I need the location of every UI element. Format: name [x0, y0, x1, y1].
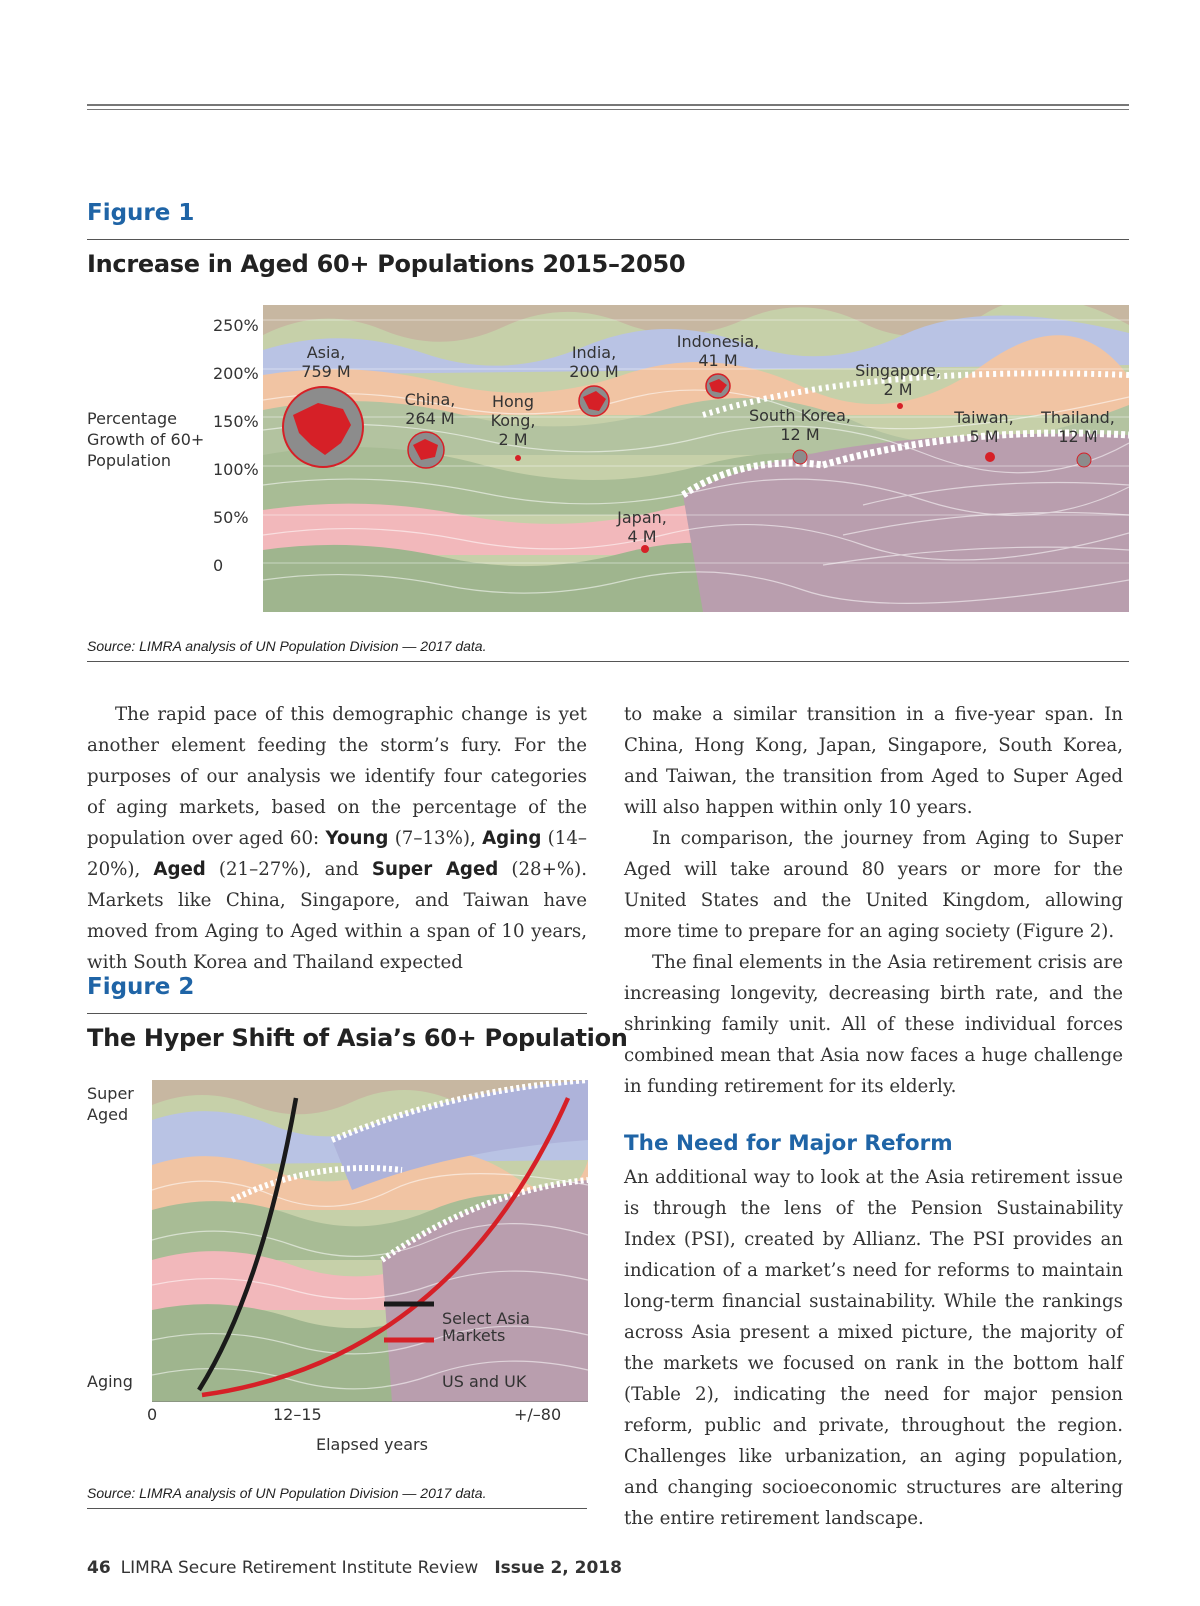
ytick: 50% — [213, 508, 249, 527]
label-line: 5 M — [969, 427, 999, 446]
label-indonesia — [668, 332, 768, 370]
legend-line: Select Asia — [442, 1309, 530, 1328]
label-line: Taiwan, — [954, 408, 1014, 427]
body-paragraph: to make a similar transition in a five-year span. In China, Hong Kong, Japan, Singapore, South Korea, and Taiwan, the transition from Aged to Super Aged will also happen within only 10 years. — [624, 704, 1123, 818]
figure2-chart — [152, 1080, 588, 1402]
label-hongkong — [483, 392, 543, 449]
body-right-column — [624, 699, 1123, 1102]
ytick: 150% — [213, 412, 259, 431]
publication-name: LIMRA Secure Retirement Institute Review — [120, 1558, 479, 1578]
figure1-ylabel — [87, 408, 204, 471]
label-line: 12 M — [1058, 427, 1098, 446]
label-line: 200 M — [569, 362, 619, 381]
figure2-source: Source: LIMRA analysis of UN Population Division — 2017 data. — [87, 1485, 487, 1501]
term-young: Young — [325, 828, 389, 849]
section-heading: The Need for Major Reform — [624, 1131, 953, 1156]
body-paragraph: An additional way to look at the Asia retirement issue is through the lens of the Pension Sustainability Index (PSI), created by Allianz. The PSI provides an indication of a market’s need for reforms to maintain long-term financial sustainability. While the rankings across Asia present a mixed picture, the majority of the markets we focused on rank in the bottom half (Table 2), indicating the need for major pension reform, public and private, throughout the region. Challenges like urbanization, an aging population, and changing socioeconomic structures are altering the entire retirement landscape. — [624, 1167, 1123, 1529]
label-china — [395, 390, 465, 428]
figure2-bottom-rule — [87, 1508, 587, 1509]
term-super-aged: Super Aged — [371, 859, 499, 880]
header-rule — [87, 104, 1129, 106]
text-run: (7–13%), — [388, 828, 483, 849]
label-line: 4 M — [627, 527, 657, 546]
figure2-label: Figure 2 — [87, 974, 195, 1000]
xtick: 0 — [147, 1405, 158, 1424]
ylabel-line: Growth of 60+ — [87, 430, 205, 449]
figure2-rule — [87, 1013, 587, 1014]
label-line: Indonesia, — [676, 332, 760, 351]
label-line: 759 M — [301, 362, 351, 381]
label-line: South Korea, — [748, 406, 852, 425]
label-india — [561, 343, 627, 381]
text-run: (21–27%), and — [205, 859, 372, 880]
ylabel-line: Percentage — [87, 409, 178, 428]
label-line: 2 M — [498, 430, 528, 449]
legend-line: Markets — [442, 1326, 506, 1345]
label-thailand — [1036, 408, 1120, 446]
label-line: Japan, — [617, 508, 667, 527]
body-paragraph: In comparison, the journey from Aging to Super Aged will take around 80 years or more for the United States and the United Kingdom, allowing more time to prepare for an aging society (Figure 2). — [624, 828, 1123, 942]
body-paragraph — [87, 699, 587, 978]
label-line: Singapore, — [855, 361, 941, 380]
label-line: 264 M — [405, 409, 455, 428]
term-aging: Aging — [482, 828, 542, 849]
body-right-column-2 — [624, 1162, 1123, 1534]
text-run: (28+%). Markets like China, Singapore, and Taiwan have moved from Aging to Aged within a span of 10 years, with South Korea and Thailand expected — [87, 859, 587, 973]
marker-japan — [641, 545, 649, 553]
text-run: (14–20%), — [87, 828, 587, 880]
axis-line: Super — [87, 1084, 134, 1103]
label-line: Asia, — [306, 343, 346, 362]
figure2-xlabel: Elapsed years — [316, 1435, 428, 1454]
label-line: 2 M — [883, 380, 913, 399]
axis-line: Aged — [87, 1105, 129, 1124]
figure1-title: Increase in Aged 60+ Populations 2015–2050 — [87, 250, 686, 278]
ylabel-line: Population — [87, 451, 172, 470]
header-rule-2 — [87, 109, 1129, 110]
text-run: The rapid pace of this demographic change is yet another element feeding the storm’s fury. For the purposes of our analysis we identify four categories of aging markets, based on the percentage of the population over aged 60: — [87, 704, 587, 849]
label-line: India, — [571, 343, 617, 362]
label-line: Thailand, — [1041, 408, 1115, 427]
figure1-rule — [87, 239, 1129, 240]
figure1-bottom-rule — [87, 661, 1129, 662]
body-left-column — [87, 699, 587, 978]
marker-southkorea — [793, 450, 807, 464]
label-line: 12 M — [780, 425, 820, 444]
page-footer — [87, 1558, 622, 1578]
label-japan — [611, 508, 673, 546]
label-line: 41 M — [698, 351, 738, 370]
ytick: 100% — [213, 460, 259, 479]
label-line: Kong, — [490, 411, 536, 430]
marker-hongkong — [515, 455, 521, 461]
label-line: China, — [404, 390, 456, 409]
figure2-title: The Hyper Shift of Asia’s 60+ Population — [87, 1024, 628, 1052]
ytick: 200% — [213, 364, 259, 383]
page-number: 46 — [87, 1558, 111, 1578]
ytick: 0 — [213, 556, 224, 575]
label-singapore — [846, 361, 950, 399]
legend-label-select-asia — [442, 1310, 530, 1344]
xtick: 12–15 — [273, 1405, 322, 1424]
figure1-source: Source: LIMRA analysis of UN Population Division — 2017 data. — [87, 638, 487, 654]
legend-label-us-uk: US and UK — [442, 1372, 527, 1391]
label-asia — [296, 343, 356, 381]
figure1-label: Figure 1 — [87, 200, 195, 226]
issue-label: Issue 2, 2018 — [494, 1558, 622, 1578]
label-taiwan — [949, 408, 1019, 446]
marker-singapore — [897, 403, 903, 409]
marker-taiwan — [985, 452, 995, 462]
term-aged: Aged — [153, 859, 206, 880]
label-southkorea — [740, 406, 860, 444]
body-paragraph: The final elements in the Asia retirement crisis are increasing longevity, decreasing birth rate, and the shrinking family unit. All of these individual forces combined mean that Asia now faces a huge challenge in funding retirement for its elderly. — [624, 952, 1123, 1097]
ytick: 250% — [213, 316, 259, 335]
figure2-y-bottom: Aging — [87, 1372, 133, 1391]
marker-thailand — [1077, 453, 1091, 467]
label-line: Hong — [491, 392, 535, 411]
figure2-y-top — [87, 1083, 134, 1125]
xtick: +/–80 — [514, 1405, 562, 1424]
